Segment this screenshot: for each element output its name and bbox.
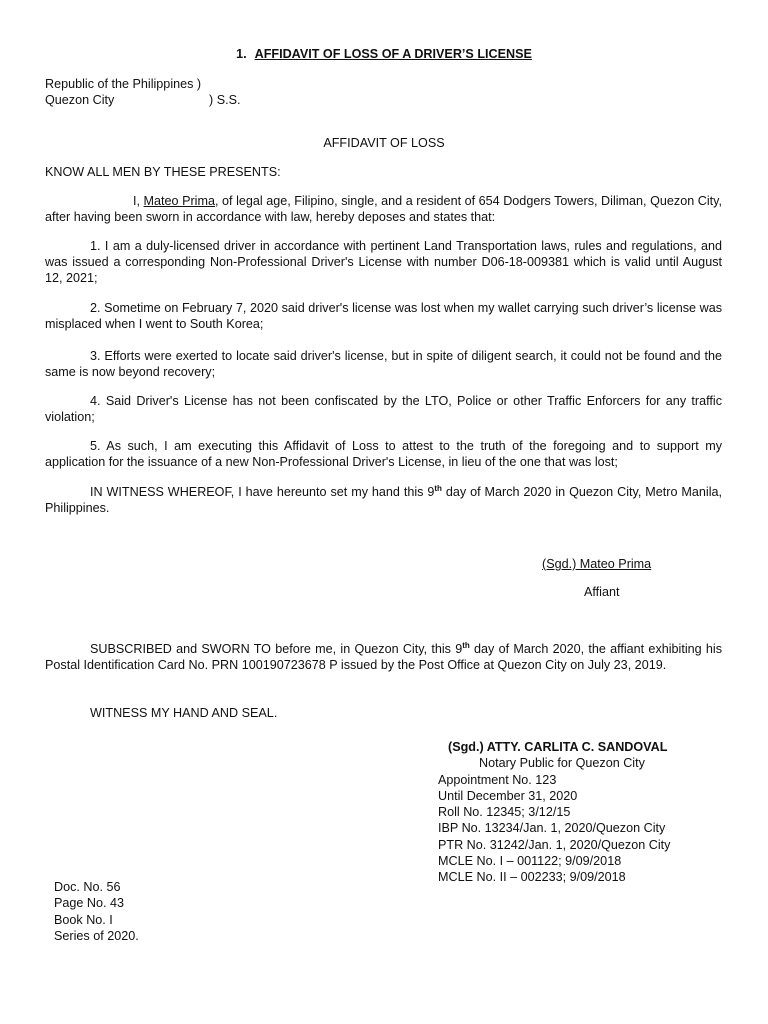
witness-hand-seal: WITNESS MY HAND AND SEAL.	[90, 706, 278, 720]
doc-number: Doc. No. 56	[54, 880, 121, 894]
intro-prefix: I,	[133, 194, 144, 208]
intro-rest: , of legal age, Filipino, single, and a resident of 654 Dodgers Towers, Diliman, Quezon City, after having been sworn in accordance with law, hereby deposes and states that:	[45, 194, 722, 224]
notary-name: (Sgd.) ATTY. CARLITA C. SANDOVAL	[448, 740, 668, 754]
subscribed-sup: th	[462, 640, 470, 650]
notary-line: Appointment No. 123	[438, 772, 557, 787]
subscribed-paragraph	[45, 641, 722, 673]
notary-block	[438, 739, 738, 886]
notary-title: Notary Public for Quezon City	[479, 756, 645, 771]
book-number: Book No. I	[54, 912, 113, 927]
paragraph-1-text: 1. I am a duly-licensed driver in accordance with pertinent Land Transportation laws, rules and regulations, and was issued a corresponding Non-Professional Driver's License with number D06-18-009381 which is valid until August 12, 2021;	[45, 239, 722, 285]
notary-line: Roll No. 12345; 3/12/15	[438, 805, 571, 820]
paragraph-4-text: 4. Said Driver's License has not been confiscated by the LTO, Police or other Traffic Enforcers for any traffic violation;	[45, 394, 722, 424]
venue-city: Quezon City	[45, 93, 115, 107]
affiant-signature: (Sgd.) Mateo Prima	[542, 557, 652, 571]
paragraph-4	[45, 393, 722, 425]
paragraph-3-text: 3. Efforts were exerted to locate said driver's license, but in spite of diligent search, it could not be found and the same is now beyond recovery;	[45, 349, 722, 379]
affiant-label: Affiant	[584, 585, 620, 599]
paragraph-1	[45, 238, 722, 286]
notary-line: IBP No. 13234/Jan. 1, 2020/Quezon City	[438, 821, 666, 836]
subscribed-after: day of March 2020, the affiant exhibiting his Postal Identification Card No. PRN 100190723678 P issued by the Post Office at Quezon City on July 23, 2019.	[45, 642, 722, 672]
venue-ss: ) S.S.	[209, 93, 241, 107]
paragraph-5	[45, 438, 722, 470]
affidavit-heading: AFFIDAVIT OF LOSS	[323, 136, 445, 150]
paragraph-2-text: 2. Sometime on February 7, 2020 said driver's license was lost when my wallet carrying such driver’s license was misplaced when I went to South Korea;	[45, 301, 722, 331]
paragraph-3	[45, 348, 722, 380]
title-number: 1.	[236, 47, 247, 61]
doc-info-block	[54, 879, 139, 944]
title-text: AFFIDAVIT OF LOSS OF A DRIVER’S LICENSE	[254, 47, 532, 61]
venue-line-1: Republic of the Philippines )	[45, 77, 202, 91]
paragraph-2	[45, 300, 722, 332]
series-year: Series of 2020.	[54, 928, 139, 943]
know-all-men: KNOW ALL MEN BY THESE PRESENTS:	[45, 165, 281, 179]
venue-block	[45, 76, 345, 108]
in-witness-paragraph	[45, 484, 722, 516]
in-witness-after: day of March 2020 in Quezon City, Metro Manila, Philippines.	[45, 485, 722, 515]
notary-line: PTR No. 31242/Jan. 1, 2020/Quezon City	[438, 837, 671, 852]
intro-paragraph	[45, 193, 722, 225]
notary-line: Until December 31, 2020	[438, 788, 578, 803]
in-witness-before: IN WITNESS WHEREOF, I have hereunto set my hand this 9	[90, 485, 435, 499]
paragraph-5-text: 5. As such, I am executing this Affidavit of Loss to attest to the truth of the foregoing and to support my application for the issuance of a new Non-Professional Driver's License, in lieu of the one that was lost;	[45, 439, 722, 469]
page-number: Page No. 43	[54, 896, 125, 911]
subscribed-before: SUBSCRIBED and SWORN TO before me, in Quezon City, this 9	[90, 642, 463, 656]
notary-line: MCLE No. II – 002233; 9/09/2018	[438, 870, 626, 885]
notary-line: MCLE No. I – 001122; 9/09/2018	[438, 854, 622, 869]
document-title	[0, 46, 768, 62]
affiant-name-inline: Mateo Prima	[143, 194, 215, 208]
in-witness-sup: th	[434, 483, 442, 493]
